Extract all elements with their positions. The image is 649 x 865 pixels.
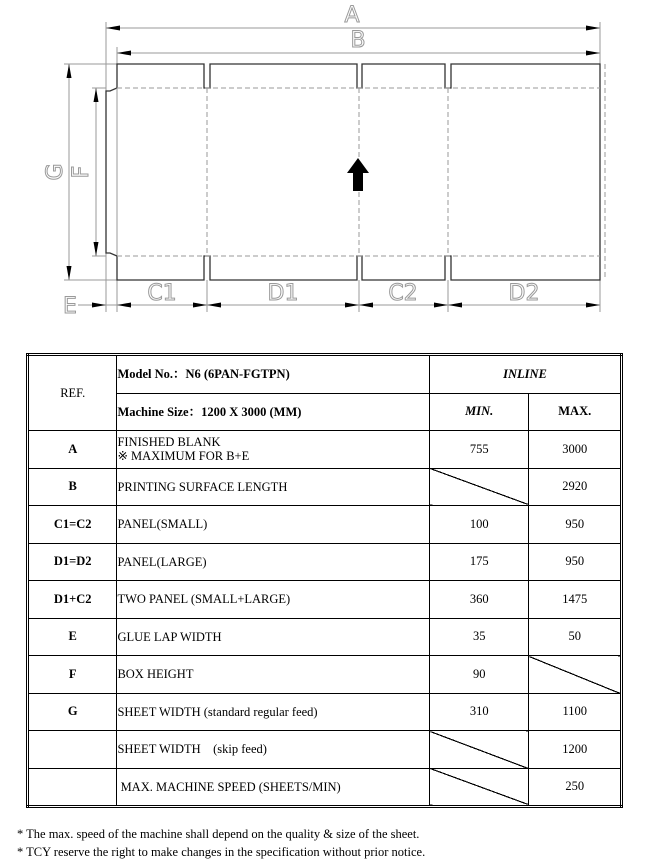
dim-label-g: G	[43, 163, 68, 181]
row-desc: PRINTING SURFACE LENGTH	[117, 468, 430, 506]
row-min-na	[430, 731, 529, 769]
row-min-na	[430, 768, 529, 807]
row-max: 2920	[529, 468, 622, 506]
row-desc: PANEL(SMALL)	[117, 506, 430, 544]
row-max: 1100	[529, 693, 622, 731]
row-ref: G	[28, 693, 117, 731]
table-row	[28, 768, 622, 807]
table-row	[28, 506, 622, 544]
row-min: 100	[430, 506, 529, 544]
row-max: 250	[529, 768, 622, 807]
row-max: 1200	[529, 731, 622, 769]
ref-header: REF.	[28, 355, 117, 431]
row-desc-line2: ※ MAXIMUM FOR B+E	[117, 449, 250, 464]
row-max-na	[529, 656, 622, 694]
row-desc-line1: FINISHED BLANK	[117, 435, 221, 450]
row-desc: SHEET WIDTH (standard regular feed)	[117, 693, 430, 731]
row-min-na	[430, 468, 529, 506]
row-desc: MAX. MACHINE SPEED (SHEETS/MIN)	[117, 768, 430, 807]
row-ref: A	[28, 431, 117, 469]
table-row	[28, 431, 622, 469]
dim-label-a: A	[344, 3, 360, 28]
row-ref	[28, 731, 117, 769]
dimension-arrowheads	[67, 26, 601, 308]
table-header-row-2	[28, 393, 622, 431]
table-row	[28, 468, 622, 506]
table-row	[28, 656, 622, 694]
table-header-row-1	[28, 355, 622, 394]
row-min: 360	[430, 581, 529, 619]
dim-label-d1: D1	[267, 281, 299, 306]
extension-lines	[64, 22, 600, 312]
footnote-speed: * The max. speed of the machine shall depend on the quality & size of the sheet.	[17, 827, 420, 841]
dim-label-c2: C2	[388, 281, 418, 306]
row-ref: F	[28, 656, 117, 694]
row-ref: E	[28, 618, 117, 656]
row-ref: C1=C2	[28, 506, 117, 544]
row-desc: BOX HEIGHT	[117, 656, 430, 694]
arrow-up-icon	[347, 158, 369, 191]
row-desc: TWO PANEL (SMALL+LARGE)	[117, 581, 430, 619]
footnotes	[17, 825, 425, 861]
row-max: 1475	[529, 581, 622, 619]
machine-size: Machine Size：1200 X 3000 (MM)	[117, 393, 430, 431]
table-row	[28, 693, 622, 731]
inline-header: INLINE	[430, 355, 622, 394]
dim-label-b: B	[350, 28, 366, 53]
dim-label-e: E	[63, 294, 77, 319]
dim-label-f: F	[69, 165, 94, 179]
row-max: 3000	[529, 431, 622, 469]
footnote-rights: * TCY reserve the right to make changes in the specification without prior notice.	[17, 845, 426, 859]
row-ref	[28, 768, 117, 807]
table-row	[28, 581, 622, 619]
row-max: 950	[529, 543, 622, 581]
row-ref: D1=D2	[28, 543, 117, 581]
row-desc: SHEET WIDTH (skip feed)	[117, 731, 430, 769]
row-min: 90	[430, 656, 529, 694]
row-min: 35	[430, 618, 529, 656]
row-min: 175	[430, 543, 529, 581]
spec-table	[26, 353, 623, 808]
row-ref: D1+C2	[28, 581, 117, 619]
table-row	[28, 543, 622, 581]
box-blank-diagram	[0, 0, 649, 330]
row-desc: GLUE LAP WIDTH	[117, 618, 430, 656]
dim-label-c1: C1	[147, 281, 177, 306]
max-header: MAX.	[529, 393, 622, 431]
table-row	[28, 618, 622, 656]
dim-label-d2: D2	[508, 281, 540, 306]
dimension-lines	[69, 28, 600, 305]
row-desc	[117, 431, 430, 469]
table-row	[28, 731, 622, 769]
model-no: Model No.：N6 (6PAN-FGTPN)	[117, 355, 430, 394]
row-desc: PANEL(LARGE)	[117, 543, 430, 581]
row-max: 50	[529, 618, 622, 656]
min-header: MIN.	[430, 393, 529, 431]
row-max: 950	[529, 506, 622, 544]
row-ref: B	[28, 468, 117, 506]
row-min: 310	[430, 693, 529, 731]
row-min: 755	[430, 431, 529, 469]
